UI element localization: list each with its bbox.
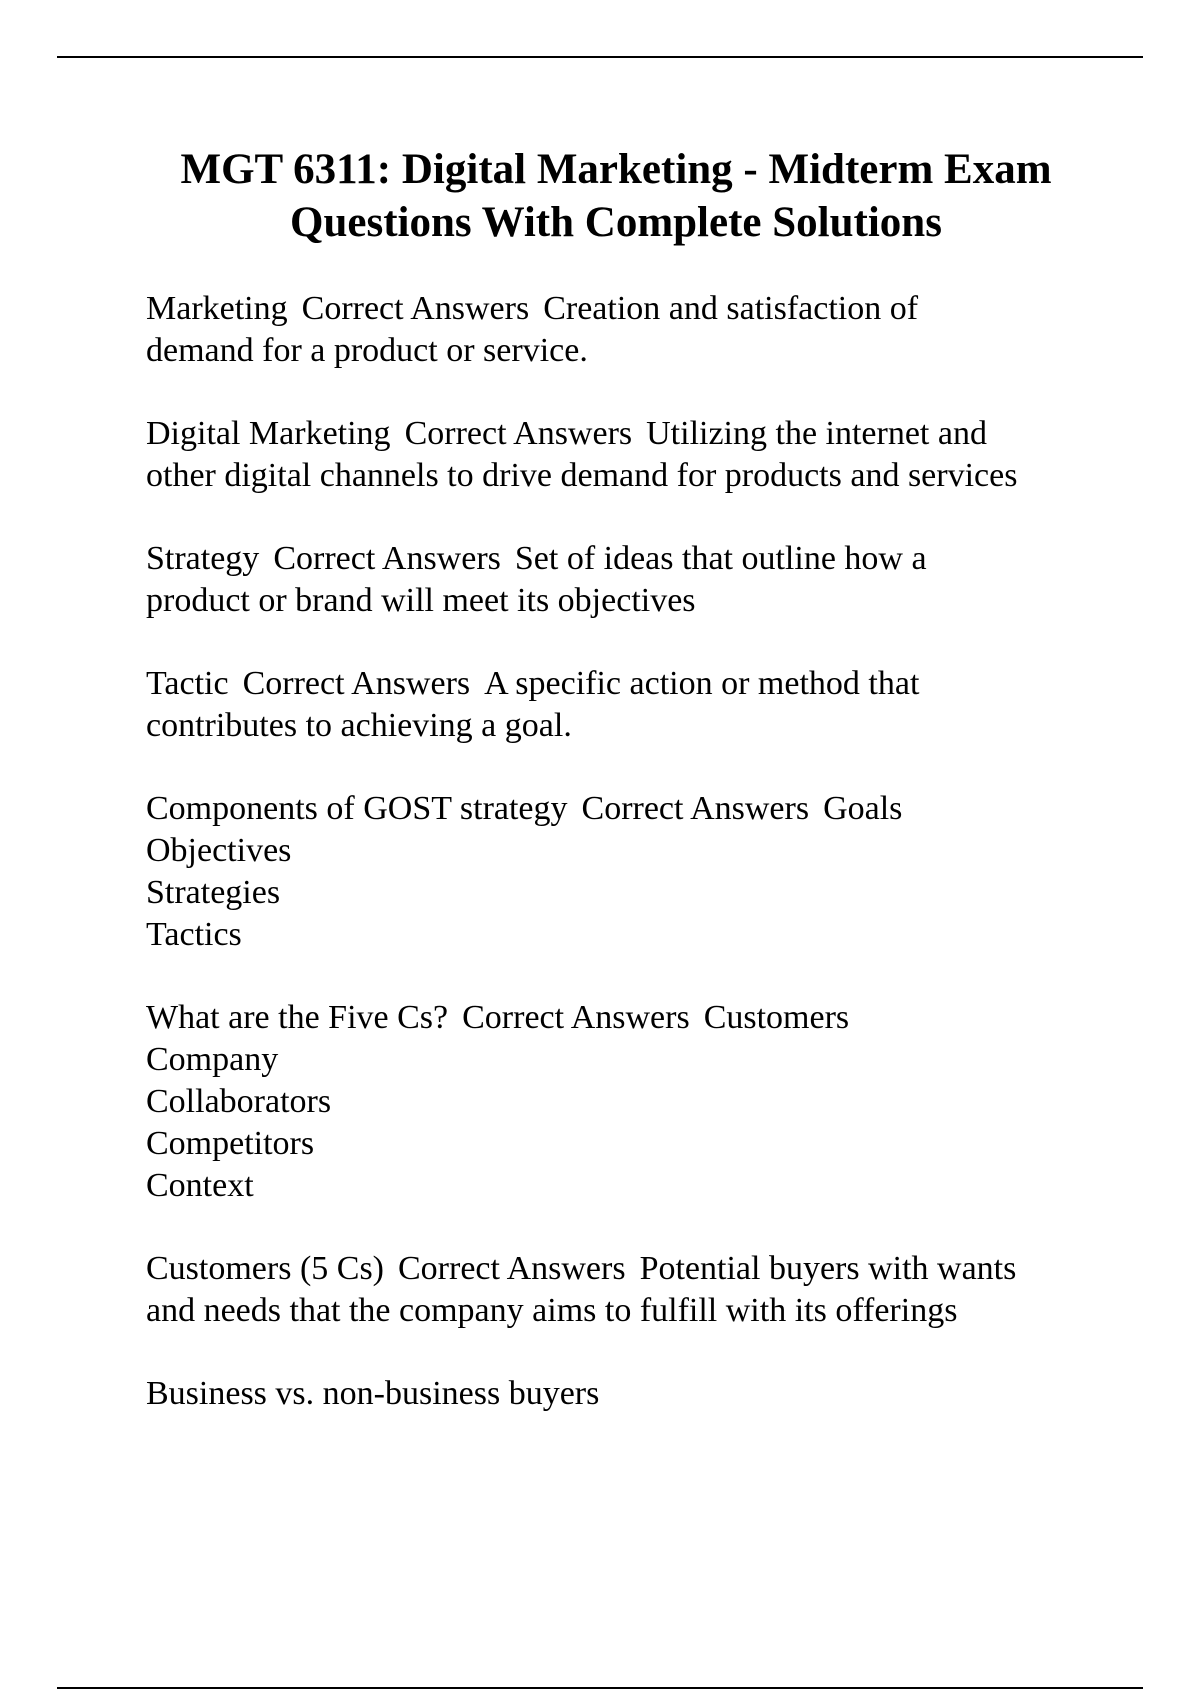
qa-answer-line: Collaborators	[146, 1083, 332, 1120]
qa-label: Correct Answers	[462, 999, 690, 1036]
qa-answer: Customers	[703, 999, 850, 1036]
qa-answer: Utilizing the internet and	[646, 415, 987, 452]
qa-first-line	[146, 663, 1146, 705]
qa-answer-line: product or brand will meet its objectives	[146, 582, 696, 619]
top-rule	[57, 56, 1143, 58]
qa-first-line	[146, 538, 1146, 580]
qa-answer: A specific action or method that	[484, 665, 920, 702]
qa-first-line	[146, 1248, 1146, 1290]
qa-answer: Creation and satisfaction of	[543, 290, 919, 327]
qa-entry	[146, 1373, 1146, 1415]
bottom-rule	[57, 1687, 1143, 1689]
qa-label: Correct Answers	[273, 540, 501, 577]
title-line: Questions With Complete Solutions	[290, 199, 942, 246]
qa-term: Customers (5 Cs)	[146, 1250, 384, 1287]
qa-answer-line: Context	[146, 1167, 254, 1204]
qa-first-line	[146, 997, 1146, 1039]
qa-answer-line: Tactics	[146, 916, 242, 953]
qa-term: Components of GOST strategy	[146, 790, 568, 827]
qa-answer-line: demand for a product or service.	[146, 332, 588, 369]
qa-list	[146, 288, 1146, 1456]
trailing-line: Business vs. non-business buyers	[146, 1375, 600, 1412]
qa-first-line	[146, 288, 1146, 330]
qa-label: Correct Answers	[581, 790, 810, 827]
qa-entry	[146, 997, 1146, 1207]
qa-entry	[146, 788, 1146, 956]
qa-answer: Goals	[823, 790, 903, 827]
qa-answer: Potential buyers with wants	[639, 1250, 1017, 1287]
qa-answer-line: contributes to achieving a goal.	[146, 707, 572, 744]
document-title	[80, 143, 1152, 249]
qa-term: Marketing	[146, 290, 288, 327]
qa-entry	[146, 1248, 1146, 1332]
qa-term: Strategy	[146, 540, 260, 577]
qa-entry	[146, 663, 1146, 747]
qa-answer: Set of ideas that outline how a	[514, 540, 927, 577]
qa-answer-line: Company	[146, 1041, 279, 1078]
title-line: MGT 6311: Digital Marketing - Midterm Exam	[180, 146, 1052, 193]
qa-label: Correct Answers	[301, 290, 530, 327]
qa-entry	[146, 413, 1146, 497]
qa-answer-line: Objectives	[146, 832, 292, 869]
qa-term: What are the Five Cs?	[146, 999, 449, 1036]
qa-answer-line: and needs that the company aims to fulfill with its offerings	[146, 1292, 958, 1329]
qa-first-line	[146, 788, 1146, 830]
qa-label: Correct Answers	[404, 415, 633, 452]
qa-label: Correct Answers	[398, 1250, 626, 1287]
qa-first-line	[146, 413, 1146, 455]
qa-term: Digital Marketing	[146, 415, 391, 452]
qa-answer-line: Competitors	[146, 1125, 315, 1162]
qa-entry	[146, 538, 1146, 622]
qa-answer-line: other digital channels to drive demand for products and services	[146, 457, 1018, 494]
qa-label: Correct Answers	[242, 665, 471, 702]
qa-term: Tactic	[146, 665, 229, 702]
qa-answer-line: Strategies	[146, 874, 281, 911]
qa-entry	[146, 288, 1146, 372]
